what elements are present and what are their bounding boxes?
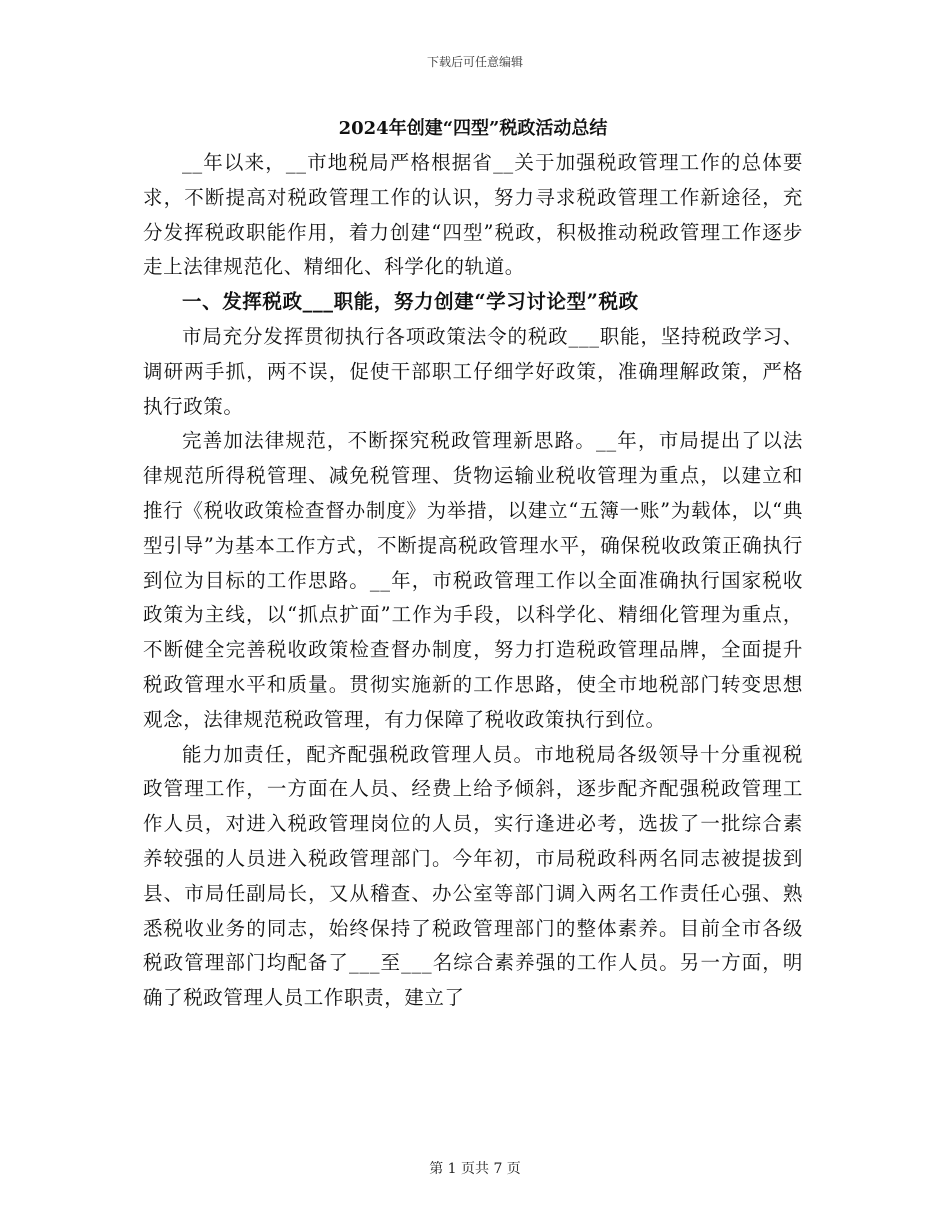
body-paragraph: 完善加法律规范，不断探究税政管理新思路。__年，市局提出了以法律规范所得税管理、减免税管理、货物运输业税收管理为重点，以建立和推行《税收政策检查督办制度》为举措，以建立“五簿一账”为载体，以“典型引导”为基本工作方式，不断提高税政管理水平，确保税收政策正确执行到位为目标的工作思路。__年，市税政管理工作以全面准确执行国家税收政策为主线，以“抓点扩面”工作为手段，以科学化、精细化管理为重点，不断健全完善税收政策检查督办制度，努力打造税政管理品牌，全面提升税政管理水平和质量。贯彻实施新的工作思路，使全市地税部门转变思想观念，法律规范税政管理，有力保障了税收政策执行到位。 <box>143 429 803 731</box>
body-paragraph: 市局充分发挥贯彻执行各项政策法令的税政___职能，坚持税政学习、调研两手抓，两不误，促使干部职工仔细学好政策，准确理解政策，严格执行政策。 <box>143 324 803 418</box>
body-paragraph: 能力加责任，配齐配强税政管理人员。市地税局各级领导十分重视税政管理工作，一方面在人员、经费上给予倾斜，逐步配齐配强税政管理工作人员，对进入税政管理岗位的人员，实行逢进必考，选拔了一批综合素养较强的人员进入税政管理部门。今年初，市局税政科两名同志被提拔到县、市局任副局长，又从稽查、办公室等部门调入两名工作责任心强、熟悉税收业务的同志，始终保持了税政管理部门的整体素养。目前全市各级税政管理部门均配备了___至___名综合素养强的工作人员。另一方面，明确了税政管理人员工作职责，建立了 <box>143 742 803 1010</box>
page-header: 下载后可任意编辑 <box>426 55 523 69</box>
document-title: 2024年创建“四型”税政活动总结 <box>338 118 608 139</box>
page-footer: 第 1 页共 7 页 <box>429 1161 521 1177</box>
section-heading: 一、发挥税政___职能，努力创建“学习讨论型”税政 <box>182 290 639 314</box>
intro-paragraph: __年以来，__市地税局严格根据省__关于加强税政管理工作的总体要求，不断提高对税政管理工作的认识，努力寻求税政管理工作新途径，充分发挥税政职能作用，着力创建“四型”税政，积极推动税政管理工作逐步走上法律规范化、精细化、科学化的轨道。 <box>143 151 803 279</box>
document-body <box>143 112 803 1016</box>
